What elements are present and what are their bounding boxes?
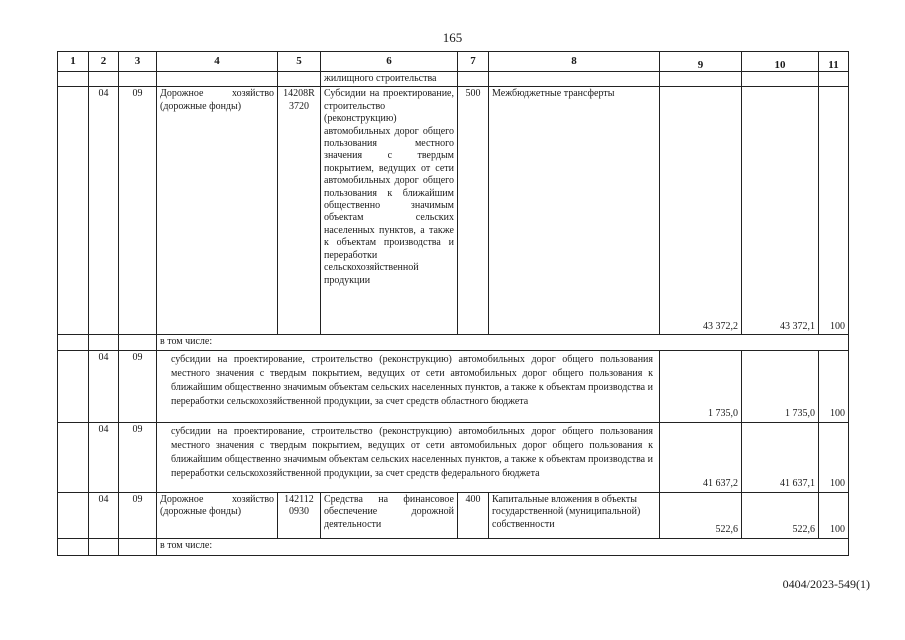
col-header-2: 2 [89, 52, 119, 72]
table-row-subheader [58, 538, 849, 555]
actual-amount: 522,6 [742, 492, 819, 538]
continued-description: жилищного строительства [321, 72, 458, 87]
subsection-code: 09 [119, 350, 157, 422]
col-header-11: 11 [819, 52, 849, 72]
col-header-1: 1 [58, 52, 89, 72]
subsidy-description: субсидии на проектирование, строительство (реконструкцию) автомобильных дорог общего пользования местного значения с твердым покрытием, ведущих от сети автомобильных дорог общего пользования к ближайшим общественно значимым объектам сельских населенных пунктов, а также к объектам производства и переработки сельскохозяйственной продукции, за счет средств областного бюджета [157, 350, 660, 422]
col-header-3: 3 [119, 52, 157, 72]
planned-amount: 1 735,0 [660, 350, 742, 422]
page-number: 165 [442, 30, 463, 45]
subsidy-description: субсидии на проектирование, строительство (реконструкцию) автомобильных дорог общего пользования местного значения с твердым покрытием, ведущих от сети автомобильных дорог общего пользования к ближайшим общественно значимым объектам сельских населенных пунктов, а также к объектам производства и переработки сельскохозяйственной продукции, за счет средств федерального бюджета [157, 422, 660, 492]
section-code: 04 [89, 492, 119, 538]
target-article-code: 14208R 3720 [278, 87, 321, 335]
subsection-code: 09 [119, 87, 157, 335]
table-row [58, 492, 849, 538]
table-row [58, 422, 849, 492]
including-label: в том числе: [157, 335, 849, 350]
target-article-name: Средства на финансовое обеспечение дорожной деятельности [321, 492, 458, 538]
table-row [58, 350, 849, 422]
col-header-4: 4 [157, 52, 278, 72]
expense-type-code: 500 [458, 87, 489, 335]
expense-type-name: Межбюджетные трансферты [489, 87, 660, 335]
actual-amount: 41 637,1 [742, 422, 819, 492]
planned-amount: 41 637,2 [660, 422, 742, 492]
subsection-code: 09 [119, 492, 157, 538]
subsection-code: 09 [119, 422, 157, 492]
target-article-code: 142112 0930 [278, 492, 321, 538]
col-header-8: 8 [489, 52, 660, 72]
expense-type-name: Капитальные вложения в объекты государственной (муниципальной) собственности [489, 492, 660, 538]
planned-amount: 43 372,2 [660, 87, 742, 335]
execution-percent: 100 [819, 87, 849, 335]
planned-amount: 522,6 [660, 492, 742, 538]
including-label: в том числе: [157, 538, 849, 555]
col-header-5: 5 [278, 52, 321, 72]
section-code: 04 [89, 422, 119, 492]
section-code: 04 [89, 350, 119, 422]
subsection-name: Дорожное хозяйство (дорожные фонды) [157, 492, 278, 538]
execution-percent: 100 [819, 422, 849, 492]
budget-table [57, 51, 849, 556]
column-number-header-row [58, 52, 849, 72]
execution-percent: 100 [819, 492, 849, 538]
col-header-7: 7 [458, 52, 489, 72]
actual-amount: 1 735,0 [742, 350, 819, 422]
col-header-9: 9 [660, 52, 742, 72]
table-row-subheader [58, 335, 849, 350]
table-row [58, 87, 849, 335]
table-row-continuation [58, 72, 849, 87]
document-code: 0404/2023-549(1) [782, 577, 870, 591]
subsection-name: Дорожное хозяйство (дорожные фонды) [157, 87, 278, 335]
col-header-6: 6 [321, 52, 458, 72]
expense-type-code: 400 [458, 492, 489, 538]
execution-percent: 100 [819, 350, 849, 422]
actual-amount: 43 372,1 [742, 87, 819, 335]
section-code: 04 [89, 87, 119, 335]
col-header-10: 10 [742, 52, 819, 72]
target-article-name: Субсидии на проектирование, строительство (реконструкцию) автомобильных дорог общего пользования местного значения с твердым покрытием, ведущих от сети автомобильных дорог общего пользования к ближайшим общественно значимым объектам сельских населенных пунктов, а также к объектам производства и переработки сельскохозяйственной продукции [321, 87, 458, 335]
